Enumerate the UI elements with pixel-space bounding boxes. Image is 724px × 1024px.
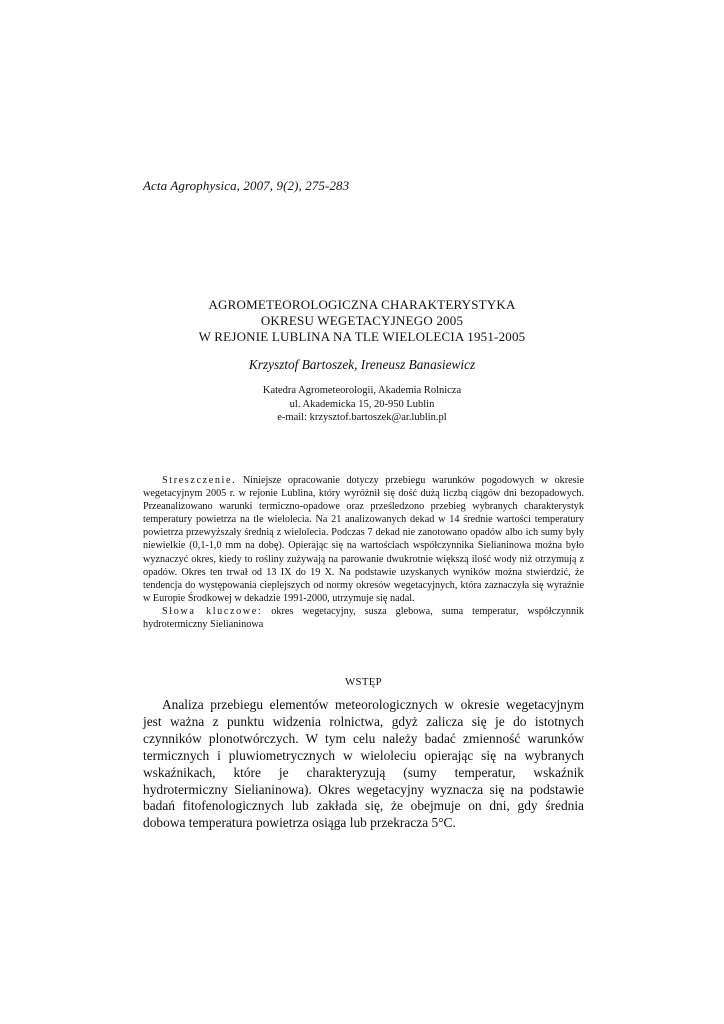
- affiliation-line-2: ul. Akademicka 15, 20-950 Lublin: [289, 398, 435, 410]
- affiliation: [143, 384, 581, 425]
- body-paragraph: Analiza przebiegu elementów meteorologicznych w okresie wegetacyjnym jest ważna z punktu widzenia rolnictwa, gdyż zalicza się je do istotnych czynników plonotwórczych. W tym celu należy badać zmienność warunków termicznych i pluwiometrycznych w wieloleciu opierając się na wybranych wskaźnikach, które je charakteryzują (sumy temperatur, wskaźnik hydrotermiczny Sielianinowa). Okres wegetacyjny wyznacza się na podstawie badań fitofenologicznych lub zakłada się, że obejmuje on dni, gdy średnia dobowa temperatura powietrza osiąga lub przekracza 5°C.: [143, 697, 584, 831]
- body-text: [143, 697, 584, 832]
- abstract-text: Niniejsze opracowanie dotyczy przebiegu warunków pogodowych w okresie wegetacyjnym 2005 r. w rejonie Lublina, który wyróżnił się dość dużą liczbą ciągów dni bezopadowych. Przeanalizowano warunki termiczno-opadowe oraz prześledzono przebieg wybranych charakterystyk temperatury powietrza na tle wielolecia. Na 21 analizowanych dekad w 14 średnie wartości temperatury powietrza przewyższały średnią z wielolecia. Podczas 7 dekad nie zanotowano opadów albo ich sumy były niewielkie (0,1-1,0 mm na dobę). Opierając się na wartościach współczynnika Sielianinowa można było wyznaczyć okres, kiedy to rośliny zużywają na parowanie dwukrotnie większą ilość wody niż otrzymują z opadów. Okres ten trwał od 13 IX do 19 X. Na podstawie uzyskanych wyników można stwierdzić, że tendencja do występowania cieplejszych od normy okresów wegetacyjnych, która zaznaczyła się wyraźnie w Europie Środkowej w dekadzie 1991-2000, utrzymuje się nadal.: [143, 475, 585, 604]
- abstract-label: Streszczenie.: [162, 475, 237, 486]
- title-line-3: W REJONIE LUBLINA NA TLE WIELOLECIA 1951-2005: [198, 329, 526, 344]
- keywords-text: okres wegetacyjny, susza glebowa, suma temperatur, współczynnik hydrotermiczny Sielianinowa: [143, 605, 584, 631]
- abstract: [143, 474, 584, 631]
- keywords-paragraph: [143, 605, 584, 631]
- paper-title: [143, 297, 581, 345]
- authors: Krzysztof Bartoszek, Ireneusz Banasiewicz: [248, 357, 476, 372]
- title-line-1: AGROMETEOROLOGICZNA CHARAKTERYSTYKA: [208, 297, 516, 312]
- keywords-label: Słowa kluczowe:: [162, 605, 263, 617]
- affiliation-email: e-mail: krzysztof.bartoszek@ar.lublin.pl: [277, 412, 447, 424]
- title-line-2: OKRESU WEGETACYJNEGO 2005: [260, 313, 464, 328]
- journal-citation: Acta Agrophysica, 2007, 9(2), 275-283: [143, 178, 350, 193]
- abstract-paragraph: [143, 474, 584, 605]
- affiliation-line-1: Katedra Agrometeorologii, Akademia Rolnicza: [262, 385, 462, 396]
- section-heading: WSTĘP: [345, 676, 382, 688]
